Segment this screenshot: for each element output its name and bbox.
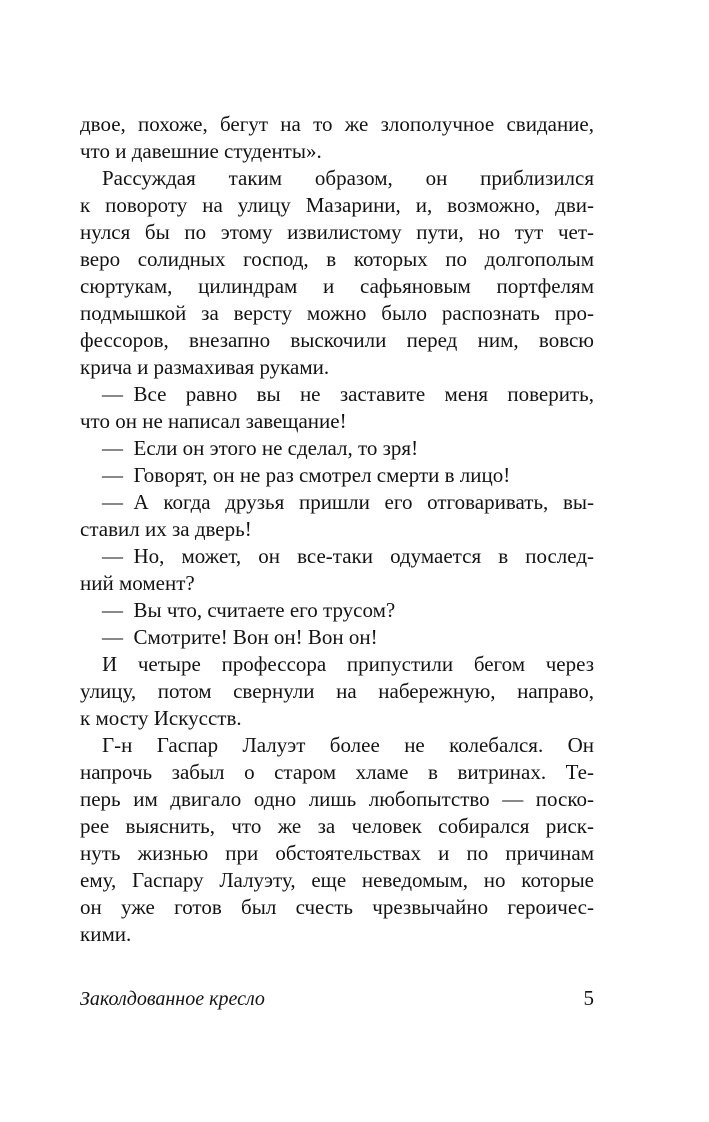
text-line: — Говорят, он не раз смотрел смерти в лицо! xyxy=(102,463,511,487)
page-footer xyxy=(80,986,594,1011)
text-line: Г-н Гаспар Лалуэт более не колебался. Он xyxy=(102,733,594,757)
text-line: — А когда друзья пришли его отговаривать, вы- xyxy=(102,490,594,514)
text-line: рее выяснить, что же за человек собирался риск- xyxy=(80,814,594,838)
page-number: 5 xyxy=(583,986,594,1010)
running-title: Заколдованное кресло xyxy=(80,988,265,1010)
text-line: фессоров, внезапно выскочили перед ним, вовсю xyxy=(80,328,594,352)
text-line: сюртукам, цилиндрам и сафьяновым портфелям xyxy=(80,274,594,298)
paragraph xyxy=(80,624,594,651)
paragraph xyxy=(80,732,594,948)
text-line: — Если он этого не сделал, то зря! xyxy=(102,436,419,460)
text-line: к мосту Искусств. xyxy=(80,706,242,730)
text-line: — Смотрите! Вон он! Вон он! xyxy=(102,625,378,649)
text-line: — Вы что, считаете его трусом? xyxy=(102,598,396,622)
text-line: нуть жизнью при обстоятельствах и по причинам xyxy=(80,841,594,865)
text-line: улицу, потом свернули на набережную, направо, xyxy=(80,679,594,703)
text-line: подмышкой за версту можно было распознать про- xyxy=(80,301,594,325)
paragraph xyxy=(80,111,594,165)
text-line: — Но, может, он все-таки одумается в послед- xyxy=(102,544,594,568)
text-line: Рассуждая таким образом, он приблизился xyxy=(102,166,594,190)
paragraph xyxy=(80,651,594,732)
paragraph xyxy=(80,381,594,435)
text-line: перь им двигало одно лишь любопытство — поско- xyxy=(80,787,594,811)
paragraph xyxy=(80,165,594,381)
text-line: кими. xyxy=(80,922,132,946)
paragraph xyxy=(80,462,594,489)
text-line: напрочь забыл о старом хламе в витринах. Те- xyxy=(80,760,594,784)
paragraph xyxy=(80,435,594,462)
text-line: — Все равно вы не заставите меня поверить, xyxy=(102,382,594,406)
text-line: И четыре профессора припустили бегом через xyxy=(102,652,594,676)
text-line: крича и размахивая руками. xyxy=(80,355,330,379)
paragraph xyxy=(80,597,594,624)
text-line: что он не написал завещание! xyxy=(80,409,347,433)
page-text xyxy=(80,111,594,948)
text-line: ставил их за дверь! xyxy=(80,517,252,541)
text-line: он уже готов был счесть чрезвычайно героичес- xyxy=(80,895,594,919)
paragraph xyxy=(80,489,594,543)
text-line: ний момент? xyxy=(80,571,195,595)
paragraph xyxy=(80,543,594,597)
text-line: ему, Гаспару Лалуэту, еще неведомым, но которые xyxy=(80,868,594,892)
text-line: двое, похоже, бегут на то же злополучное свидание, xyxy=(80,112,594,136)
text-line: к повороту на улицу Мазарини, и, возможно, дви- xyxy=(80,193,594,217)
text-line: веро солидных господ, в которых по долгополым xyxy=(80,247,594,271)
text-line: нулся бы по этому извилистому пути, но тут чет- xyxy=(80,220,594,244)
text-line: что и давешние студенты». xyxy=(80,139,322,163)
